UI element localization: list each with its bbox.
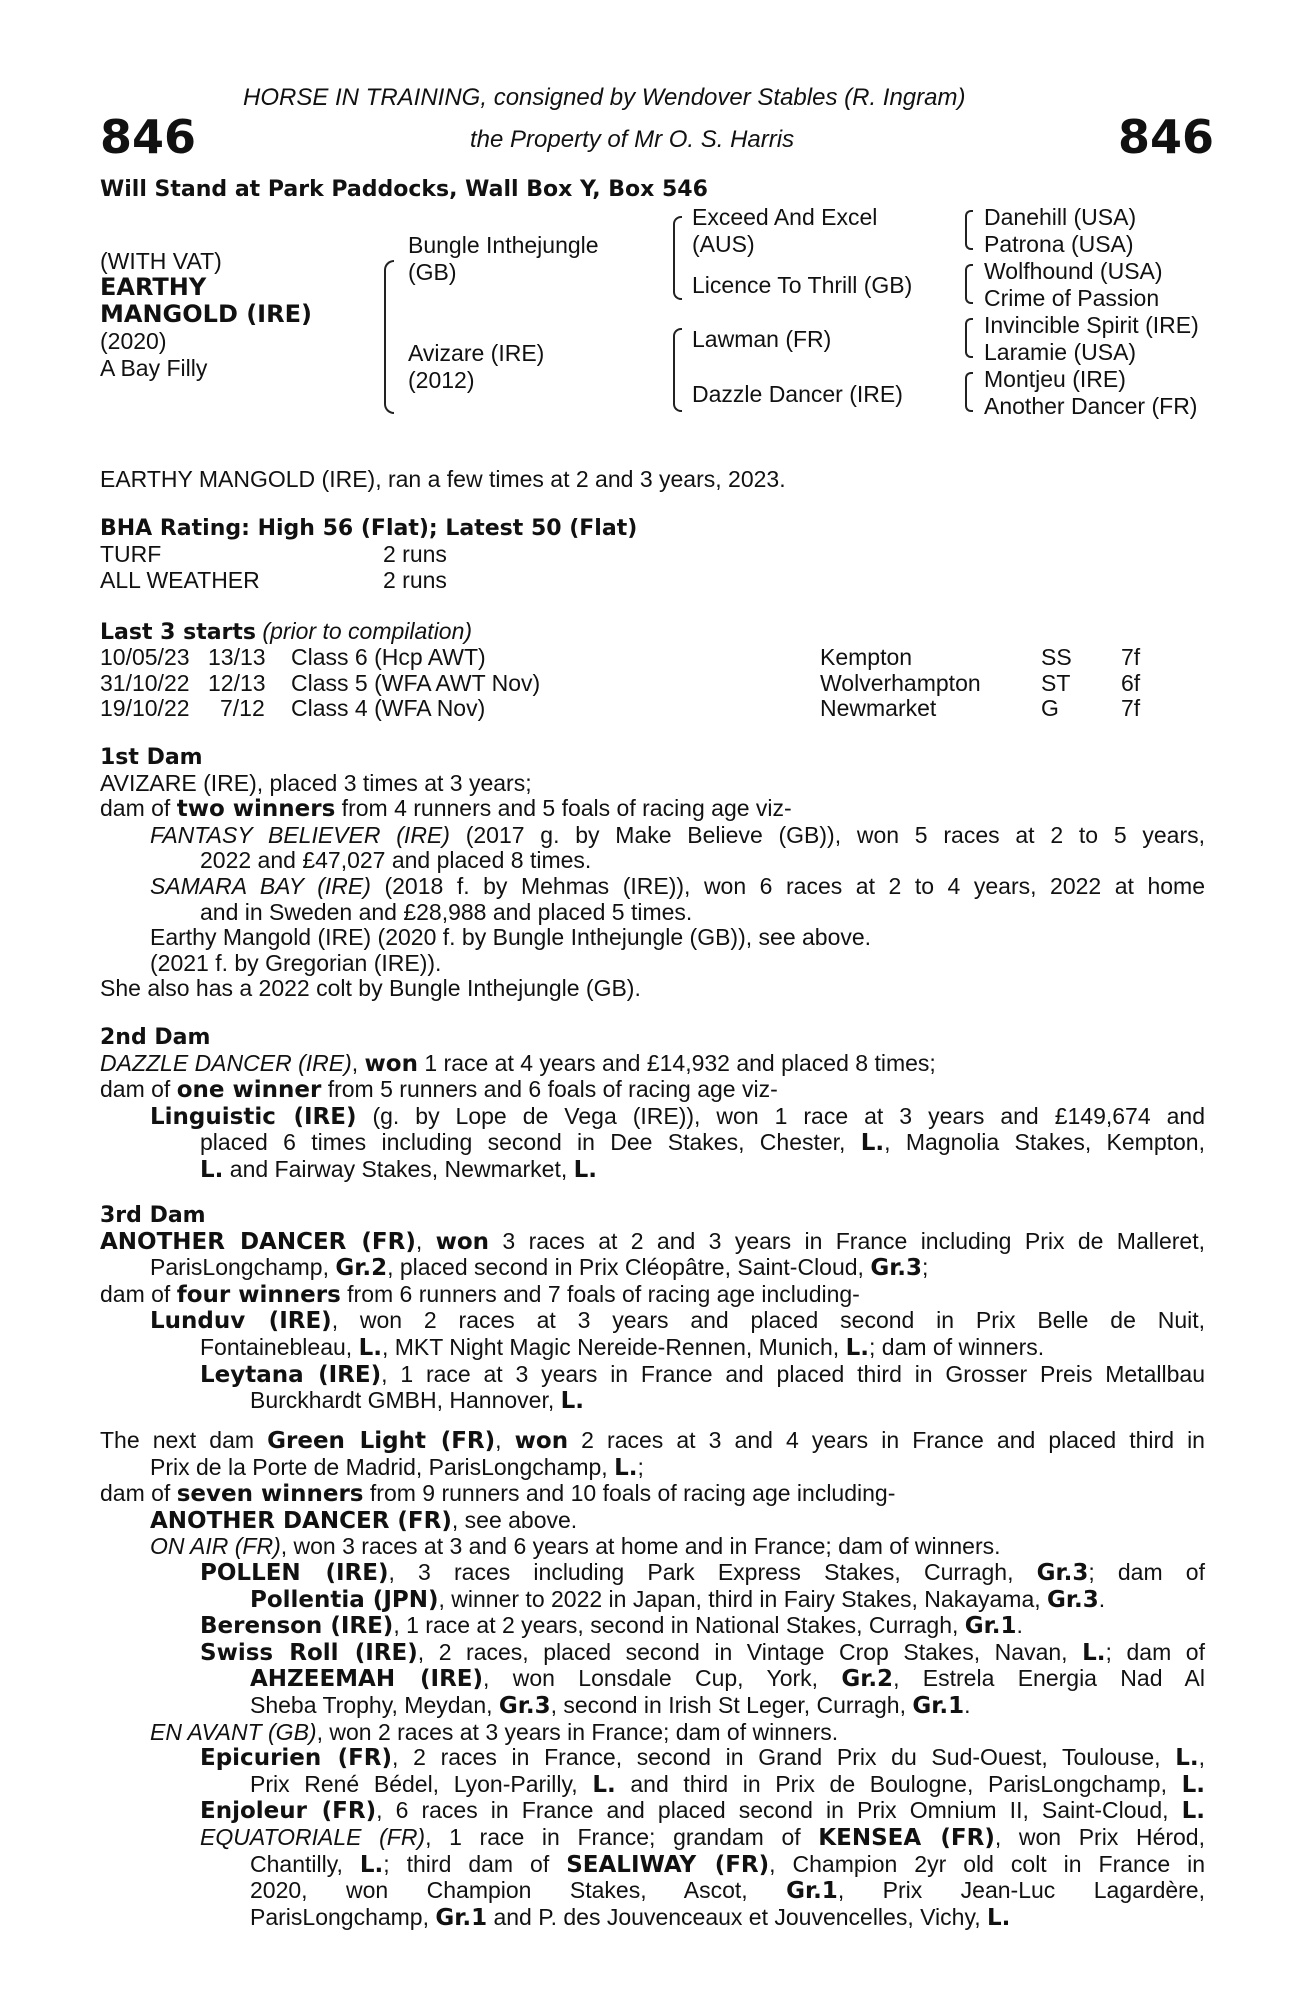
dam-name-line1: Avizare (IRE) [408,340,545,366]
start-date: 19/10/22 [100,695,190,721]
pedigree-brace-dam [673,328,682,412]
header-line-2: the Property of Mr O. S. Harris [470,126,795,153]
produce-fantasy-believer-cont: 2022 and £47,027 and placed 8 times. [200,847,592,874]
second-dam-produce: dam of one winner from 5 runners and 6 foals of racing age viz- [100,1076,778,1104]
turf-value: 2 runs [383,541,447,567]
next-dam-section [100,1428,1205,1931]
table-row [0,670,1314,696]
produce-pollen: POLLEN (IRE), 3 races including Park Express Stakes, Curragh, Gr.3; dam of [200,1558,1205,1586]
turf-label: TURF [100,541,162,567]
last-starts-heading [100,618,472,646]
dam-sire-dam: Laramie (USA) [984,339,1137,365]
first-dam-section [100,745,1205,1002]
produce-on-air: ON AIR (FR), won 3 races at 3 and 6 years at home and in France; dam of winners. [150,1533,1001,1560]
start-distance: 7f [1121,695,1141,721]
stand-location: Will Stand at Park Paddocks, Wall Box Y, Box 546 [100,177,708,202]
produce-equatoriale-cont2: 2020, won Champion Stakes, Ascot, Gr.1, Prix Jean-Luc Lagardère, [250,1877,1205,1905]
table-row [0,644,1314,670]
produce-linguistic: Linguistic (IRE) (g. by Lope de Vega (IRE)), won 1 race at 3 years and £149,674 and [150,1102,1205,1130]
start-position: 12/13 [208,670,266,696]
pedigree-brace-sd [965,264,973,304]
produce-linguistic-cont2: L. and Fairway Stakes, Newmarket, L. [200,1155,598,1183]
third-dam-title: 3rd Dam [100,1203,206,1228]
start-going: SS [1041,644,1072,670]
start-course: Kempton [820,644,913,670]
dam-dam: Dazzle Dancer (IRE) [692,381,903,407]
dam-dam-sire: Montjeu (IRE) [984,366,1126,392]
produce-equatoriale-cont: Chantilly, L.; third dam of SEALIWAY (FR), Champion 2yr old colt in France in [250,1850,1205,1878]
start-race: Class 5 (WFA AWT Nov) [291,670,541,696]
second-dam-title: 2nd Dam [100,1025,211,1050]
last-starts-title: Last 3 starts [100,620,257,645]
produce-epicurien: Epicurien (FR), 2 races in France, second in Grand Prix du Sud-Ouest, Toulouse, L., [200,1744,1205,1772]
next-dam-line: The next dam Green Light (FR), won 2 races at 3 and 4 years in France and placed third in [100,1427,1205,1454]
start-going: ST [1041,670,1071,696]
sire-name-line1: Bungle Inthejungle [408,232,599,258]
sire-name-line2: (GB) [408,259,457,285]
pedigree-brace-dd [965,372,973,412]
next-dam-produce: dam of seven winners from 9 runners and 10 foals of racing age including- [100,1480,896,1508]
produce-leytana: Leytana (IRE), 1 race at 3 years in France and placed third in Grosser Preis Metallbau [200,1360,1205,1388]
pedigree-brace-ss [965,210,973,250]
produce-epicurien-cont: Prix René Bédel, Lyon-Parilly, L. and third in Prix de Boulogne, ParisLongchamp, L. [250,1770,1205,1798]
second-dam-section [100,1025,1205,1184]
next-dam-line-cont: Prix de la Porte de Madrid, ParisLongchamp, L.; [150,1453,644,1481]
start-going: G [1041,695,1059,721]
third-dam-produce: dam of four winners from 6 runners and 7 foals of racing age including- [100,1280,860,1308]
third-dam-section [100,1203,1205,1415]
start-position: 7/12 [220,695,265,721]
table-row [0,695,1314,721]
produce-en-avant: EN AVANT (GB), won 2 races at 3 years in France; dam of winners. [150,1718,839,1745]
all-weather-value: 2 runs [383,567,447,593]
produce-berenson: Berenson (IRE), 1 race at 2 years, second in National Stakes, Curragh, Gr.1. [200,1612,1023,1640]
sire-sire-sire: Danehill (USA) [984,204,1137,230]
first-dam-line: AVIZARE (IRE), placed 3 times at 3 years; [100,769,532,796]
first-dam-produce: dam of two winners from 4 runners and 5 foals of racing age viz- [100,795,792,823]
vat-note: (WITH VAT) [100,248,222,274]
horse-year: (2020) [100,328,167,354]
sire-dam: Licence To Thrill (GB) [692,272,913,298]
produce-swiss-roll: Swiss Roll (IRE), 2 races, placed second in Vintage Crop Stakes, Navan, L.; dam of [200,1638,1205,1666]
start-race: Class 4 (WFA Nov) [291,695,486,721]
sire-dam-sire: Wolfhound (USA) [984,258,1163,284]
sire-sire-dam: Patrona (USA) [984,231,1134,257]
header-line-1: HORSE IN TRAINING, consigned by Wendover Stables (R. Ingram) [243,84,966,111]
produce-samara-bay-cont: and in Sweden and £28,988 and placed 5 times. [200,898,693,925]
second-dam-line: DAZZLE DANCER (IRE), won 1 race at 4 years and £14,932 and placed 8 times; [100,1049,936,1077]
start-race: Class 6 (Hcp AWT) [291,644,486,670]
bha-rating: BHA Rating: High 56 (Flat); Latest 50 (Flat) [100,516,638,541]
all-weather-label: ALL WEATHER [100,567,260,593]
produce-linguistic-cont: placed 6 times including second in Dee Stakes, Chester, L., Magnolia Stakes, Kempton, [200,1129,1205,1157]
produce-lunduv: Lunduv (IRE), won 2 races at 3 years and placed second in Prix Belle de Nuit, [150,1307,1205,1335]
produce-ahzeemah: AHZEEMAH (IRE), won Lonsdale Cup, York, Gr.2, Estrela Energia Nad Al [250,1665,1205,1693]
dam-dam-dam: Another Dancer (FR) [984,393,1198,419]
produce-ahzeemah-cont: Sheba Trophy, Meydan, Gr.3, second in Irish St Leger, Curragh, Gr.1. [250,1691,971,1719]
produce-leytana-cont: Burckhardt GMBH, Hannover, L. [250,1387,585,1415]
pedigree-brace-main [384,260,394,414]
pedigree-brace-ds [965,318,973,358]
dam-sire: Lawman (FR) [692,326,832,352]
pedigree-brace-sire [673,216,682,300]
produce-fantasy-believer: FANTASY BELIEVER (IRE) (2017 g. by Make Believe (GB)), won 5 races at 2 to 5 years, [150,821,1206,848]
start-course: Wolverhampton [820,670,981,696]
start-course: Newmarket [820,695,937,721]
produce-2021-filly: (2021 f. by Gregorian (IRE)). [150,949,442,976]
produce-lunduv-cont: Fontainebleau, L., MKT Night Magic Nereide-Rennen, Munich, L.; dam of winners. [200,1333,1045,1361]
start-position: 13/13 [208,644,266,670]
dam-sire-sire: Invincible Spirit (IRE) [984,312,1199,338]
horse-name-line1: EARTHY [100,273,207,301]
produce-pollentia: Pollentia (JPN), winner to 2022 in Japan, third in Fairy Stakes, Nakayama, Gr.3. [250,1585,1106,1613]
produce-another-dancer: ANOTHER DANCER (FR), see above. [150,1506,578,1534]
lot-number-left: 846 [100,110,197,164]
last-starts-note: (prior to compilation) [262,618,473,644]
third-dam-line: ANOTHER DANCER (FR), won 3 races at 2 and 3 years in France including Prix de Malleret, [100,1227,1205,1255]
produce-samara-bay: SAMARA BAY (IRE) (2018 f. by Mehmas (IRE)), won 6 races at 2 to 4 years, 2022 at home [150,872,1205,899]
sire-sire-line1: Exceed And Excel [692,204,878,230]
horse-description: A Bay Filly [100,355,208,381]
start-date: 31/10/22 [100,670,190,696]
produce-equatoriale-cont3: ParisLongchamp, Gr.1 and P. des Jouvenceaux et Jouvencelles, Vichy, L. [250,1903,1011,1931]
third-dam-line-cont: ParisLongchamp, Gr.2, placed second in Prix Cléopâtre, Saint-Cloud, Gr.3; [150,1254,929,1282]
produce-earthy-mangold: Earthy Mangold (IRE) (2020 f. by Bungle Inthejungle (GB)), see above. [150,924,872,951]
produce-enjoleur: Enjoleur (FR), 6 races in France and placed second in Prix Omnium II, Saint-Cloud, L. [200,1797,1205,1825]
race-summary: EARTHY MANGOLD (IRE), ran a few times at 2 and 3 years, 2023. [100,466,786,492]
horse-name-line2: MANGOLD (IRE) [100,300,312,328]
sire-sire-line2: (AUS) [692,231,755,257]
produce-equatoriale: EQUATORIALE (FR), 1 race in France; grandam of KENSEA (FR), won Prix Hérod, [200,1823,1205,1851]
start-distance: 6f [1121,670,1141,696]
sire-dam-dam: Crime of Passion [984,285,1160,311]
dam-name-line2: (2012) [408,367,475,393]
start-distance: 7f [1121,644,1141,670]
lot-number-right: 846 [1118,110,1215,164]
start-date: 10/05/23 [100,644,190,670]
produce-2022-colt: She also has a 2022 colt by Bungle Inthejungle (GB). [100,975,641,1002]
first-dam-title: 1st Dam [100,745,203,770]
